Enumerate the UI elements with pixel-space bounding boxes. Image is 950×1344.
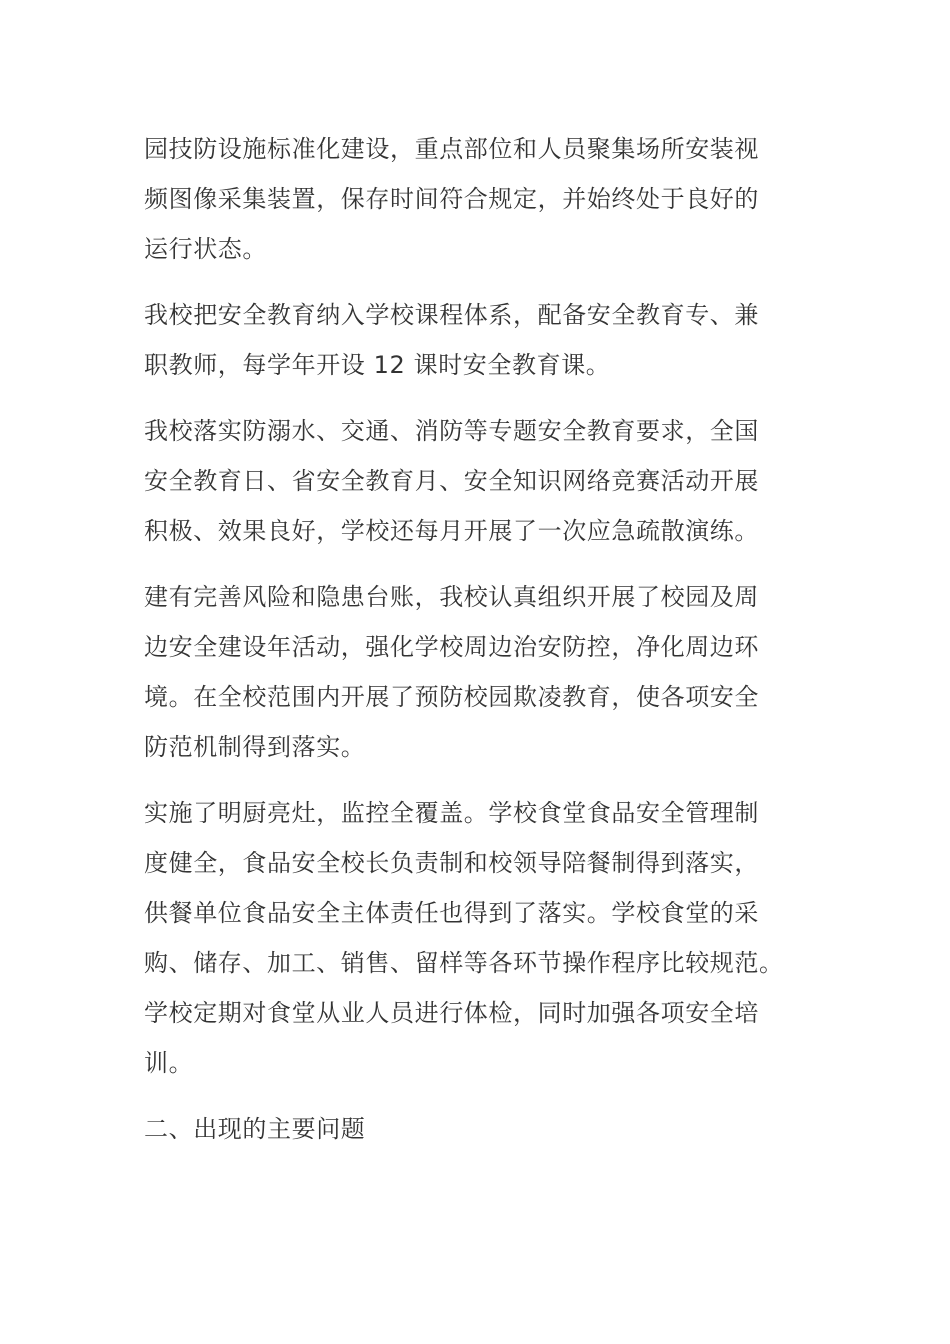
paragraph-4 xyxy=(144,572,790,772)
text-line: 安全教育日、省安全教育月、安全知识网络竞赛活动开展 xyxy=(144,467,759,495)
text-line: 训。 xyxy=(144,1049,194,1077)
text-line: 职教师，每学年开设 12 课时安全教育课。 xyxy=(144,351,611,379)
text-line: 我校把安全教育纳入学校课程体系，配备安全教育专、兼 xyxy=(144,301,759,329)
text-line: 境。在全校范围内开展了预防校园欺凌教育，使各项安全 xyxy=(144,683,759,711)
paragraph-5 xyxy=(144,788,790,1088)
text-line: 积极、效果良好，学校还每月开展了一次应急疏散演练。 xyxy=(144,517,759,545)
paragraph-2 xyxy=(144,290,790,390)
text-line: 建有完善风险和隐患台账，我校认真组织开展了校园及周 xyxy=(144,583,759,611)
text-line: 园技防设施标准化建设，重点部位和人员聚集场所安装视 xyxy=(144,135,759,163)
section-heading: 二、出现的主要问题 xyxy=(144,1115,366,1143)
text-line: 边安全建设年活动，强化学校周边治安防控，净化周边环 xyxy=(144,633,759,661)
document-body xyxy=(144,124,790,1154)
text-line: 学校定期对食堂从业人员进行体检，同时加强各项安全培 xyxy=(144,999,759,1027)
text-line: 供餐单位食品安全主体责任也得到了落实。学校食堂的采 xyxy=(144,899,759,927)
paragraph-3 xyxy=(144,406,790,556)
text-line: 防范机制得到落实。 xyxy=(144,733,366,761)
paragraph-1 xyxy=(144,124,790,274)
text-line: 运行状态。 xyxy=(144,235,267,263)
text-line: 我校落实防溺水、交通、消防等专题安全教育要求，全国 xyxy=(144,417,759,445)
text-line: 频图像采集装置，保存时间符合规定，并始终处于良好的 xyxy=(144,185,759,213)
text-line: 度健全，食品安全校长负责制和校领导陪餐制得到落实， xyxy=(144,849,759,877)
text-line: 实施了明厨亮灶，监控全覆盖。学校食堂食品安全管理制 xyxy=(144,799,759,827)
text-line: 购、储存、加工、销售、留样等各环节操作程序比较规范。 xyxy=(144,949,784,977)
